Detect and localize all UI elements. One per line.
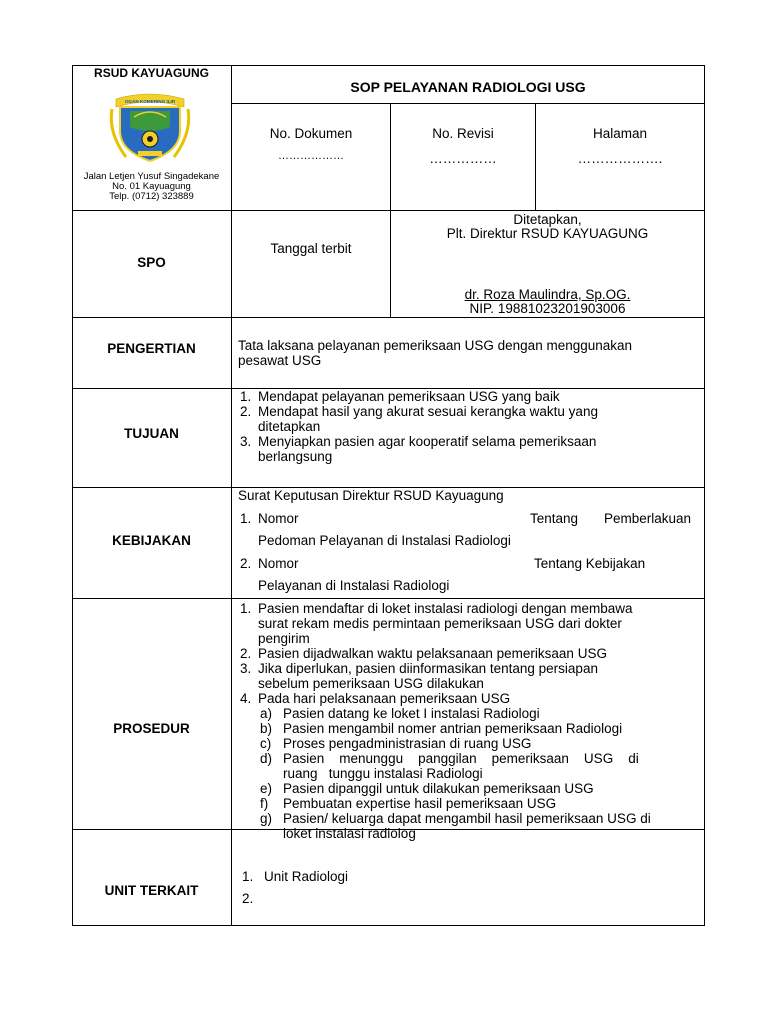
prosedur-sub-b-line-1: Pasien mengambil nomer antrian pemeriksaan Radiologi — [283, 721, 623, 736]
kebijakan-intro: Surat Keputusan Direktur RSUD Kayuagung — [238, 488, 504, 503]
prosedur-sub-a-num: a) — [260, 706, 273, 721]
prosedur-sub-c-num: c) — [260, 736, 272, 751]
unit-terkait-label: UNIT TERKAIT — [104, 883, 199, 898]
org-name: RSUD KAYUAGUNG — [94, 66, 209, 80]
prosedur-item-1-line-3: pengirim — [258, 631, 310, 646]
prosedur-item-2-line-1: Pasien dijadwalkan waktu pelaksanaan pemeriksaan USG — [258, 646, 607, 661]
pengertian-line-2: pesawat USG — [238, 353, 322, 368]
tanggal-terbit-label: Tanggal terbit — [270, 241, 352, 256]
signatory-nip: NIP. 19881023201903006 — [469, 301, 626, 316]
prosedur-item-1-num: 1. — [240, 601, 252, 616]
prosedur-item-4-line-1: Pada hari pelaksanaan pemeriksaan USG — [258, 691, 511, 706]
prosedur-sub-f-num: f) — [260, 796, 269, 811]
tujuan-item-3-num: 3. — [240, 434, 252, 449]
unit-terkait-item-1-num: 1. — [242, 869, 254, 884]
row-divider-kebijakan — [72, 598, 705, 599]
prosedur-item-2-num: 2. — [240, 646, 252, 661]
no-revisi-value: …………… — [429, 151, 497, 166]
kebijakan-item-1-tentang: Tentang — [530, 511, 579, 526]
prosedur-sub-a-line-1: Pasien datang ke loket I instalasi Radiologi — [283, 706, 540, 721]
row-divider-header — [72, 210, 705, 211]
no-dokumen-value: ……………… — [278, 150, 344, 162]
column-divider — [231, 65, 232, 926]
address-line-3: Telp. (0712) 323889 — [109, 191, 194, 202]
kebijakan-item-2-nomor: Nomor — [258, 556, 299, 571]
prosedur-label: PROSEDUR — [113, 721, 190, 736]
pengertian-line-1: Tata laksana pelayanan pemeriksaan USG dengan menggunakan — [238, 338, 633, 353]
kebijakan-item-2-tentang: Tentang Kebijakan — [534, 556, 646, 571]
tujuan-item-1-num: 1. — [240, 389, 252, 404]
address-line-1: Jalan Letjen Yusuf Singadekane — [83, 171, 220, 182]
prosedur-sub-c-line-1: Proses pengadministrasian di ruang USG — [283, 736, 532, 751]
sop-document — [72, 65, 705, 926]
signatory-name: dr. Roza Maulindra, Sp.OG. — [464, 287, 631, 302]
ditetapkan-text: Ditetapkan, — [513, 212, 582, 227]
border-right — [704, 65, 705, 926]
unit-terkait-item-2-num: 2. — [242, 891, 254, 906]
prosedur-item-3-line-1: Jika diperlukan, pasien diinformasikan tentang persiapan — [258, 661, 598, 676]
spo-label: SPO — [137, 255, 166, 270]
hospital-logo — [104, 87, 196, 165]
prosedur-sub-g-line-1: Pasien/ keluarga dapat mengambil hasil pemeriksaan USG di — [283, 811, 651, 826]
kebijakan-item-2-num: 2. — [240, 556, 252, 571]
kebijakan-item-2-line-2: Pelayanan di Instalasi Radiologi — [258, 578, 450, 593]
address-line-2: No. 01 Kayuagung — [112, 181, 191, 192]
prosedur-item-1-line-1: Pasien mendaftar di loket instalasi radiologi dengan membawa — [258, 601, 633, 616]
prosedur-sub-b-num: b) — [260, 721, 273, 736]
prosedur-sub-d-line-1: Pasien menunggu panggilan pemeriksaan USG di — [283, 751, 639, 766]
row-divider-spo — [72, 317, 705, 318]
kebijakan-label: KEBIJAKAN — [112, 533, 191, 548]
prosedur-item-3-num: 3. — [240, 661, 252, 676]
title-row-divider — [231, 103, 705, 104]
tujuan-item-2-num: 2. — [240, 404, 252, 419]
prosedur-sub-d-line-2: ruang tunggu instalasi Radiologi — [283, 766, 483, 781]
prosedur-item-1-line-2: surat rekam medis permintaan pemeriksaan USG dari dokter — [258, 616, 622, 631]
prosedur-item-3-line-2: sebelum pemeriksaan USG dilakukan — [258, 676, 484, 691]
kebijakan-item-1-line-2: Pedoman Pelayanan di Instalasi Radiologi — [258, 533, 511, 548]
unit-terkait-item-1: Unit Radiologi — [264, 869, 349, 884]
logo-banner-text: OGAN KOMERING ILIR — [124, 99, 176, 104]
kebijakan-item-1-perihal: Pemberlakuan — [604, 511, 692, 526]
prosedur-sub-e-num: e) — [260, 781, 273, 796]
prosedur-sub-g-num: g) — [260, 811, 273, 826]
halaman-value: ………………. — [577, 151, 663, 166]
no-dokumen-label: No. Dokumen — [269, 126, 353, 141]
prosedur-sub-e-line-1: Pasien dipanggil untuk dilakukan pemeriksaan USG — [283, 781, 594, 796]
halaman-label: Halaman — [592, 126, 648, 141]
kebijakan-item-1-num: 1. — [240, 511, 252, 526]
jabatan-text: Plt. Direktur RSUD KAYUAGUNG — [446, 226, 649, 241]
tujuan-item-2-line-2: ditetapkan — [258, 419, 321, 434]
tujuan-label: TUJUAN — [124, 426, 179, 441]
no-revisi-label: No. Revisi — [432, 126, 494, 141]
prosedur-sub-f-line-1: Pembuatan expertise hasil pemeriksaan USG — [283, 796, 557, 811]
tujuan-item-3-line-1: Menyiapkan pasien agar kooperatif selama pemeriksaan — [258, 434, 597, 449]
kebijakan-item-1-nomor: Nomor — [258, 511, 299, 526]
prosedur-sub-d-num: d) — [260, 751, 273, 766]
tujuan-item-2-line-1: Mendapat hasil yang akurat sesuai kerangka waktu yang — [258, 404, 598, 419]
border-bottom — [72, 925, 705, 926]
pengertian-label: PENGERTIAN — [107, 341, 196, 356]
document-title: SOP PELAYANAN RADIOLOGI USG — [350, 79, 586, 95]
tujuan-item-1-line-1: Mendapat pelayanan pemeriksaan USG yang baik — [258, 389, 560, 404]
tujuan-item-3-line-2: berlangsung — [258, 449, 333, 464]
prosedur-item-4-num: 4. — [240, 691, 252, 706]
prosedur-sub-g-line-2: loket instalasi radiolog — [283, 826, 416, 841]
